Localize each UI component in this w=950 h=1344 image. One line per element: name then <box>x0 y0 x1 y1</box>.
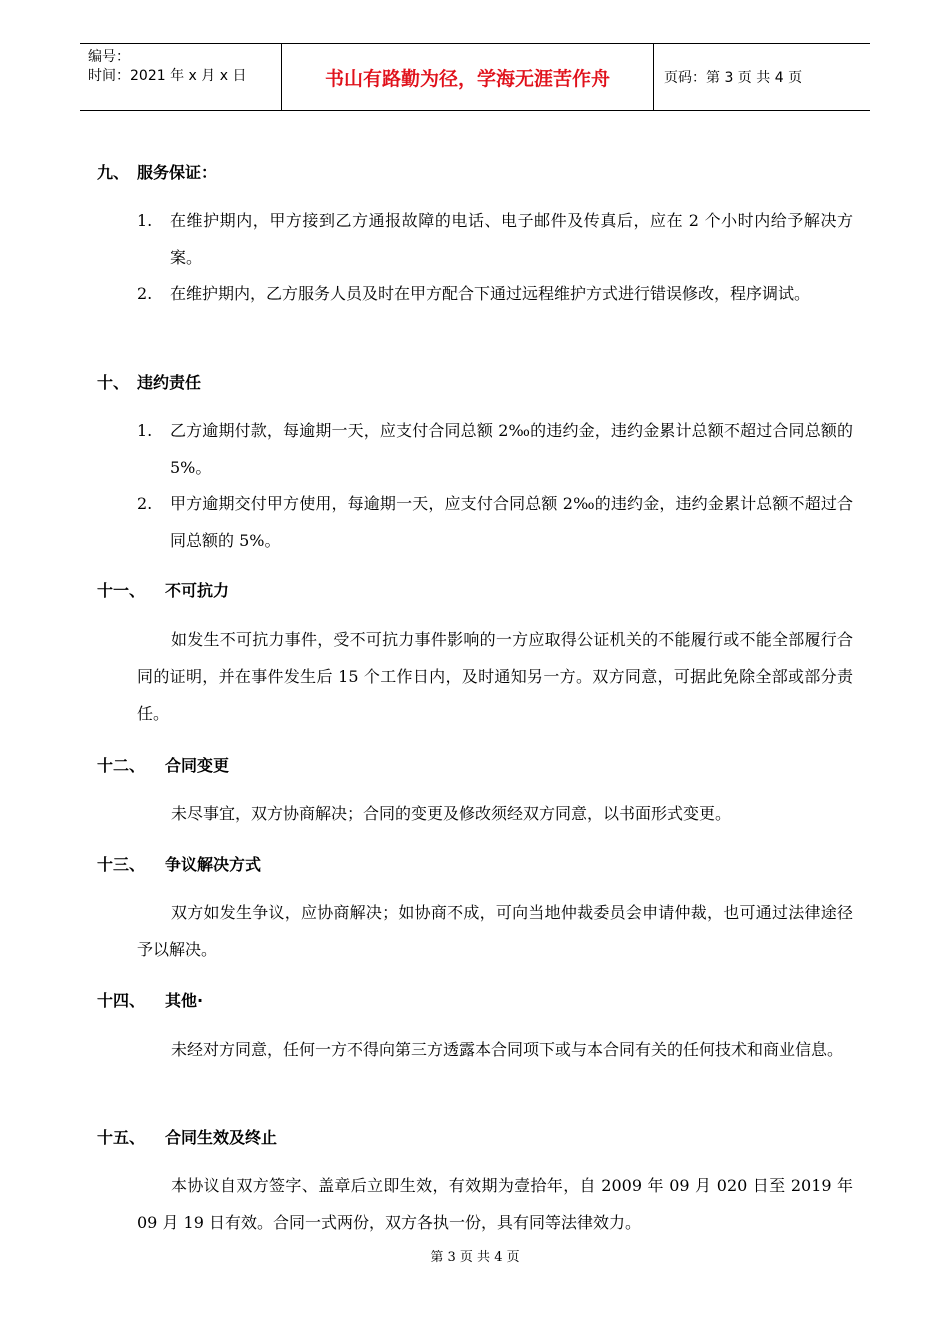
header-code: 编号： <box>88 49 130 65</box>
section-paragraph: 如发生不可抗力事件，受不可抗力事件影响的一方应取得公证机关的不能履行或不能全部履行合同的证明，并在事件发生后 15 个工作日内，及时通知另一方。双方同意，可据此免除全部或部分责任。 <box>137 630 853 723</box>
section-heading: 服务保证： <box>137 163 218 182</box>
item-number: 1. <box>137 211 153 230</box>
list-item <box>137 202 853 276</box>
section-number: 十一、 <box>97 581 146 600</box>
item-number: 1. <box>137 421 153 440</box>
item-number: 2. <box>137 284 153 303</box>
list-item <box>137 412 853 486</box>
section-title-12 <box>97 753 229 776</box>
header-time: 时间：2021 年 x 月 x 日 <box>88 68 247 84</box>
section-heading: 合同变更 <box>165 756 230 775</box>
list-item <box>137 275 853 312</box>
page-header <box>80 43 870 111</box>
item-number: 2. <box>137 494 153 513</box>
section-paragraph: 未经对方同意，任何一方不得向第三方透露本合同项下或与本合同有关的任何技术和商业信息。 <box>171 1040 844 1059</box>
list-item <box>137 485 853 559</box>
page-footer: 第 3 页 共 4 页 <box>430 1250 520 1265</box>
item-text: 在维护期内，乙方服务人员及时在甲方配合下通过远程维护方式进行错误修改，程序调试。 <box>170 284 811 303</box>
section-number: 十五、 <box>97 1128 146 1147</box>
header-motto: 书山有路勤为径，学海无涯苦作舟 <box>282 44 654 110</box>
section-paragraph: 双方如发生争议，应协商解决；如协商不成，可向当地仲裁委员会申请仲裁，也可通过法律途径予以解决。 <box>137 903 853 959</box>
section-title-10 <box>97 370 201 393</box>
section-paragraph: 本协议自双方签字、盖章后立即生效，有效期为壹拾年，自 2009 年 09 月 020 日至 2019 年 09 月 19 日有效。合同一式两份，双方各执一份，具有同等法律效力。 <box>137 1176 853 1232</box>
item-text: 在维护期内，甲方接到乙方通报故障的电话、电子邮件及传真后，应在 2 个小时内给予解决方案。 <box>170 211 853 267</box>
section-heading: 争议解决方式 <box>165 855 262 874</box>
section-number: 十二、 <box>97 756 146 775</box>
section-paragraph: 未尽事宜，双方协商解决；合同的变更及修改须经双方同意，以书面形式变更。 <box>171 804 732 823</box>
section-number: 十三、 <box>97 855 146 874</box>
section-number: 九、 <box>97 163 130 182</box>
section-heading: 合同生效及终止 <box>165 1128 278 1147</box>
section-title-13 <box>97 852 261 875</box>
section-title-11 <box>97 578 229 601</box>
section-number: 十四、 <box>97 991 146 1010</box>
item-text: 甲方逾期交付甲方使用，每逾期一天，应支付合同总额 2‰的违约金，违约金累计总额不超过合同总额的 5%。 <box>170 494 853 550</box>
item-text: 乙方逾期付款，每逾期一天，应支付合同总额 2‰的违约金，违约金累计总额不超过合同总额的 5%。 <box>170 421 853 477</box>
header-page-info: 页码：第 3 页 共 4 页 <box>664 70 803 86</box>
section-heading: 不可抗力 <box>165 581 230 600</box>
section-title-14 <box>97 988 203 1011</box>
section-heading: 其他· <box>165 991 204 1010</box>
section-title-9 <box>97 160 217 183</box>
section-number: 十、 <box>97 373 130 392</box>
header-meta <box>80 44 282 110</box>
section-heading: 违约责任 <box>137 373 202 392</box>
section-title-15 <box>97 1125 277 1148</box>
